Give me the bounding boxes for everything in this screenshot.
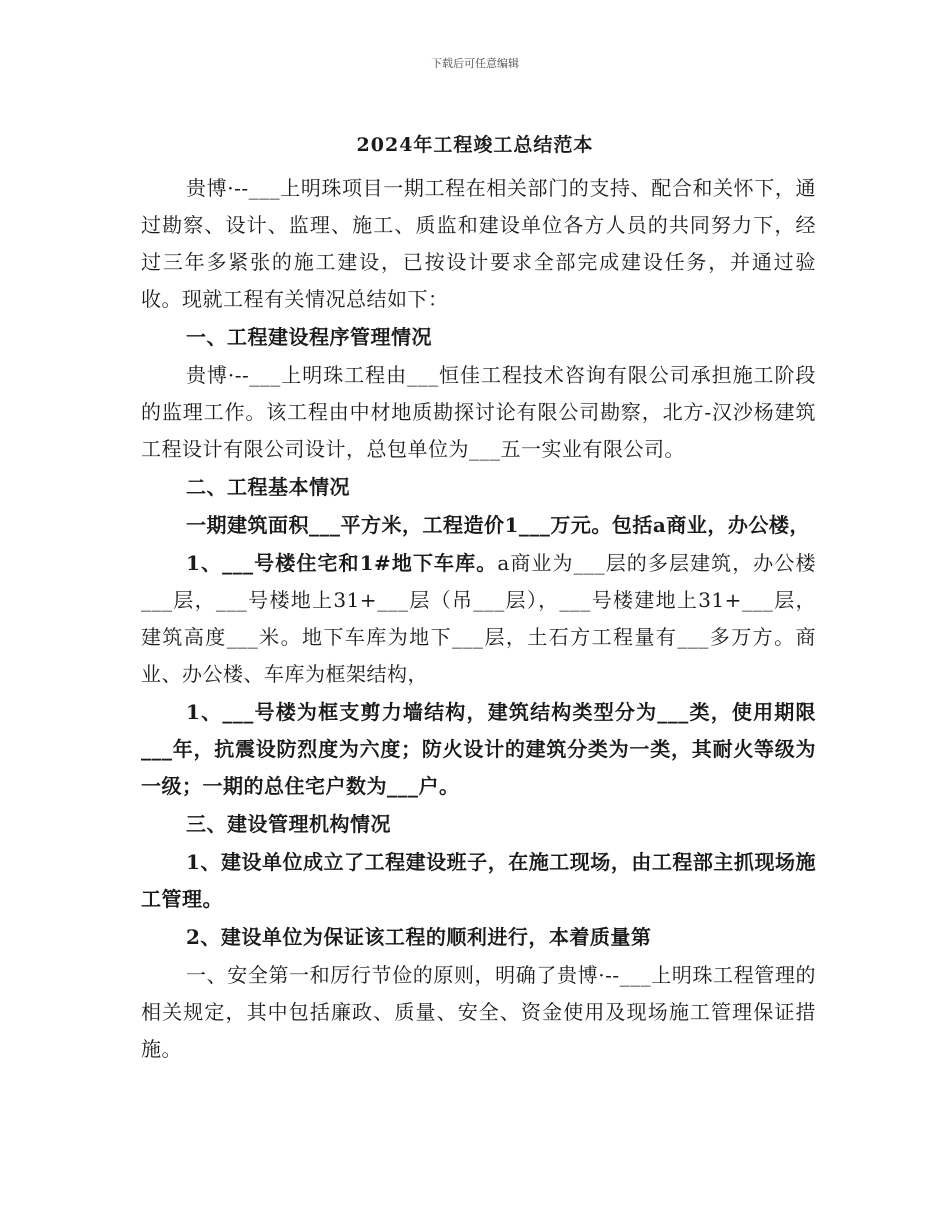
paragraph-principle: 2、建设单位为保证该工程的顺利进行，本着质量第 [186, 925, 652, 949]
paragraph-supervision: 贵博·--___上明珠工程由___恒佳工程技术咨询有限公司承担施工阶段的监理工作。该工程由中材地质勘探讨论有限公司勘察，北方-汉沙杨建筑工程设计有限公司设计，总包单位为___五一实业有限公司。 [141, 363, 816, 461]
section-heading-text: 一、工程建设程序管理情况 [186, 325, 432, 349]
paragraph-regulations: 一、安全第一和厉行节俭的原则，明确了贵博·--___上明珠工程管理的相关规定，其中包括廉政、质量、安全、资金使用及现场施工管理保证措施。 [141, 963, 816, 1061]
section-heading-text: 二、工程基本情况 [186, 475, 350, 499]
section-heading-text: 三、建设管理机构情况 [186, 812, 391, 836]
header-note: 下载后可任意编辑 [431, 57, 519, 70]
paragraph-team: 1、建设单位成立了工程建设班子，在施工现场，由工程部主抓现场施工管理。 [141, 850, 816, 911]
paragraph-rest: a商业为___层的多层建筑，办公楼___层，___号楼地上31+___层（吊___层），___号楼建地上31+___层，建筑高度___米。地下车库为地下___层，土石方工程量有___多万方。商业、办公楼、车库为框架结构， [141, 551, 816, 686]
section-heading-3 [141, 806, 816, 843]
paragraph-intro: 贵博·--___上明珠项目一期工程在相关部门的支持、配合和关怀下，通过勘察、设计、监理、施工、质监和建设单位各方人员的共同努力下，经过三年多紧张的施工建设，已按设计要求全部完成建设任务，并通过验收。现就工程有关情况总结如下： [141, 176, 816, 311]
paragraph-structure: 1、___号楼为框支剪力墙结构，建筑结构类型分为___类，使用期限___年，抗震设防烈度为六度；防火设计的建筑分类为一类，其耐火等级为一级；一期的总住宅户数为___户。 [141, 700, 816, 798]
document-body [141, 170, 816, 1069]
document-title: 2024年工程竣工总结范本 [356, 134, 594, 156]
paragraph-area: 一期建筑面积___平方米，工程造价1___万元。包括a商业，办公楼， [186, 513, 810, 537]
paragraph-lead: 1、___号楼住宅和1#地下车库。 [186, 551, 498, 575]
paragraph-buildings [141, 545, 816, 693]
section-heading-1 [141, 319, 816, 356]
section-heading-2 [141, 469, 816, 506]
